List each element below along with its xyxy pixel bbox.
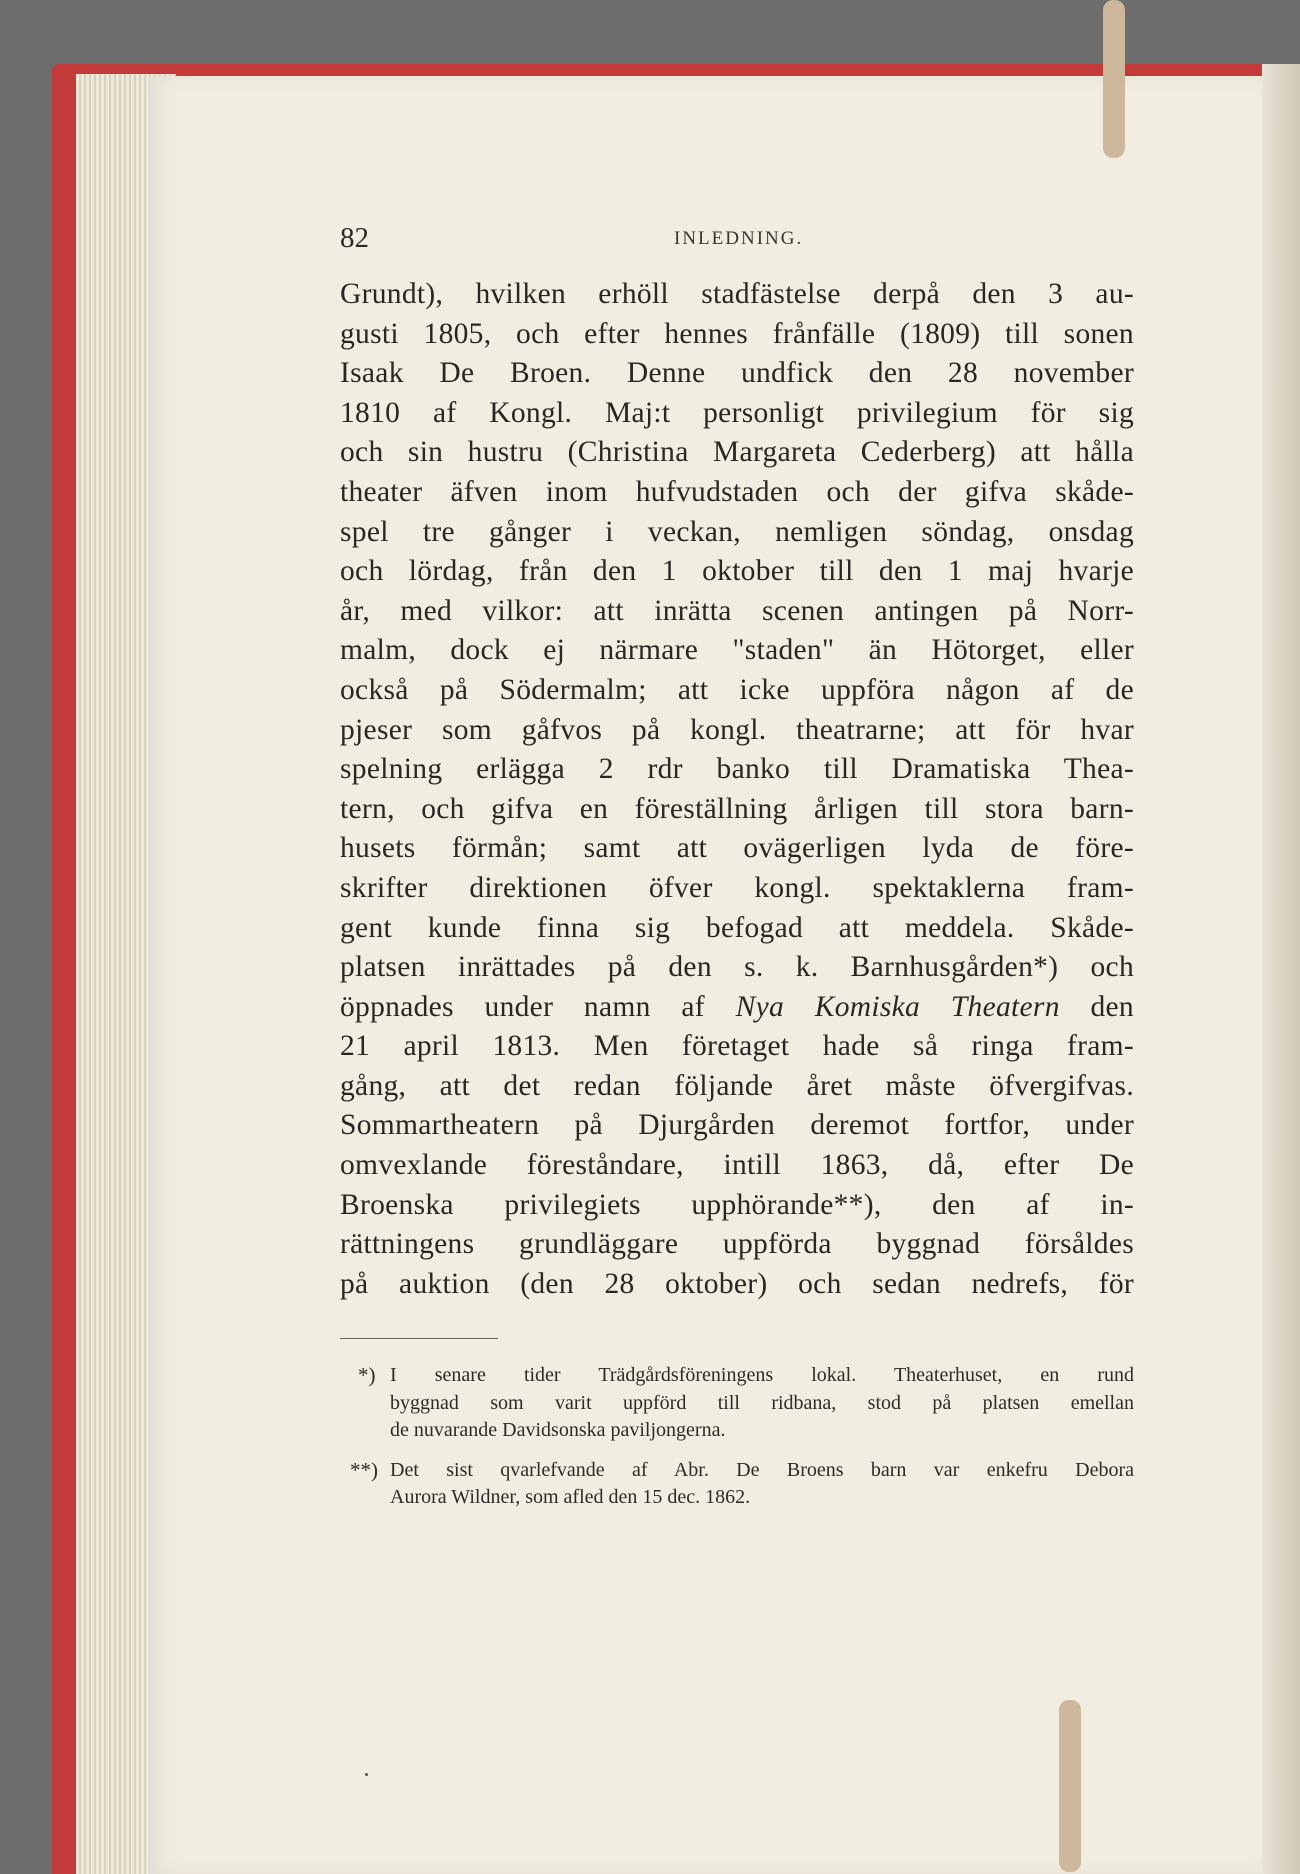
text-line: Sommartheatern på Djurgården deremot fortfor, under <box>340 1109 1134 1142</box>
text-line: gång, att det redan följande året måste öfvergifvas. <box>340 1069 1134 1102</box>
footnotes <box>340 1362 1134 1524</box>
text-line: gusti 1805, och efter hennes frånfälle (1809) till sonen <box>340 317 1134 350</box>
footnote <box>340 1362 1134 1445</box>
text-line: och lördag, från den 1 oktober till den 1 maj hvarje <box>340 555 1134 588</box>
text-line-with-italic-title <box>340 988 1134 1028</box>
text-fragment: öppnades under namn af <box>340 990 705 1023</box>
text-line: tern, och gifva en föreställning årligen till stora barn- <box>340 792 1134 825</box>
footnote-line: I senare tider Trädgårdsföreningens lokal. Theaterhuset, en rund <box>390 1364 1134 1386</box>
text-line: husets förmån; samt att ovägerligen lyda de före- <box>340 832 1134 865</box>
text-line: theater äfven inom hufvudstaden och der gifva skåde- <box>340 475 1134 508</box>
footnote-separator <box>340 1338 498 1339</box>
footnote-marker: **) <box>350 1457 378 1482</box>
text-line: och sin hustru (Christina Margareta Cederberg) att hålla <box>340 436 1134 469</box>
text-line: på auktion (den 28 oktober) och sedan nedrefs, för <box>340 1267 1134 1300</box>
text-line: rättningens grundläggare uppförda byggnad försåldes <box>340 1228 1134 1261</box>
ink-speck <box>365 1773 368 1776</box>
text-line: platsen inrättades på den s. k. Barnhusgården*) och <box>340 951 1134 984</box>
italic-theatre-name: Nya Komiska Theatern <box>735 990 1060 1023</box>
footnote-marker: *) <box>358 1363 376 1387</box>
bookmark-ribbon-top <box>1103 0 1125 158</box>
right-page-edge <box>1262 64 1300 1874</box>
page-number: 82 <box>340 222 369 254</box>
footnote-line: byggnad som varit uppförd till ridbana, stod på platsen emellan <box>390 1391 1134 1414</box>
running-title: INLEDNING. <box>674 228 804 249</box>
footnote-line: de nuvarande Davidsonska paviljongerna. <box>390 1419 726 1441</box>
text-line: också på Södermalm; att icke uppföra någon af de <box>340 673 1134 706</box>
footnote-line: Aurora Wildner, som afled den 15 dec. 1862. <box>390 1486 751 1508</box>
text-line: Grundt), hvilken erhöll stadfästelse derpå den 3 au- <box>340 278 1134 310</box>
text-line: skrifter direktionen öfver kongl. spektaklerna fram- <box>340 871 1134 904</box>
text-line: Isaak De Broen. Denne undfick den 28 november <box>340 357 1134 390</box>
text-line: år, med vilkor: att inrätta scenen antingen på Norr- <box>340 594 1134 627</box>
text-line: spel tre gånger i veckan, nemligen söndag, onsdag <box>340 515 1134 548</box>
body-text <box>340 275 1134 1304</box>
text-line: 21 april 1813. Men företaget hade så ringa fram- <box>340 1030 1134 1063</box>
text-line: Broenska privilegiets upphörande**), den af in- <box>340 1188 1134 1221</box>
text-line: malm, dock ej närmare "staden" än Hötorget, eller <box>340 634 1134 667</box>
footnote-line: Det sist qvarlefvande af Abr. De Broens barn var enkefru Debora <box>390 1458 1134 1481</box>
text-line: pjeser som gåfvos på kongl. theatrarne; att för hvar <box>340 713 1134 746</box>
text-fragment: den <box>1090 990 1134 1023</box>
footnote <box>340 1457 1134 1512</box>
page-header <box>340 222 1130 258</box>
bookmark-ribbon-bottom <box>1059 1700 1081 1872</box>
text-line: 1810 af Kongl. Maj:t personligt privilegium för sig <box>340 396 1134 429</box>
text-line: gent kunde finna sig befogad att meddela. Skåde- <box>340 911 1134 944</box>
text-line: omvexlande föreståndare, intill 1863, då, efter De <box>340 1149 1134 1182</box>
text-line: spelning erlägga 2 rdr banko till Dramatiska Thea- <box>340 753 1134 786</box>
